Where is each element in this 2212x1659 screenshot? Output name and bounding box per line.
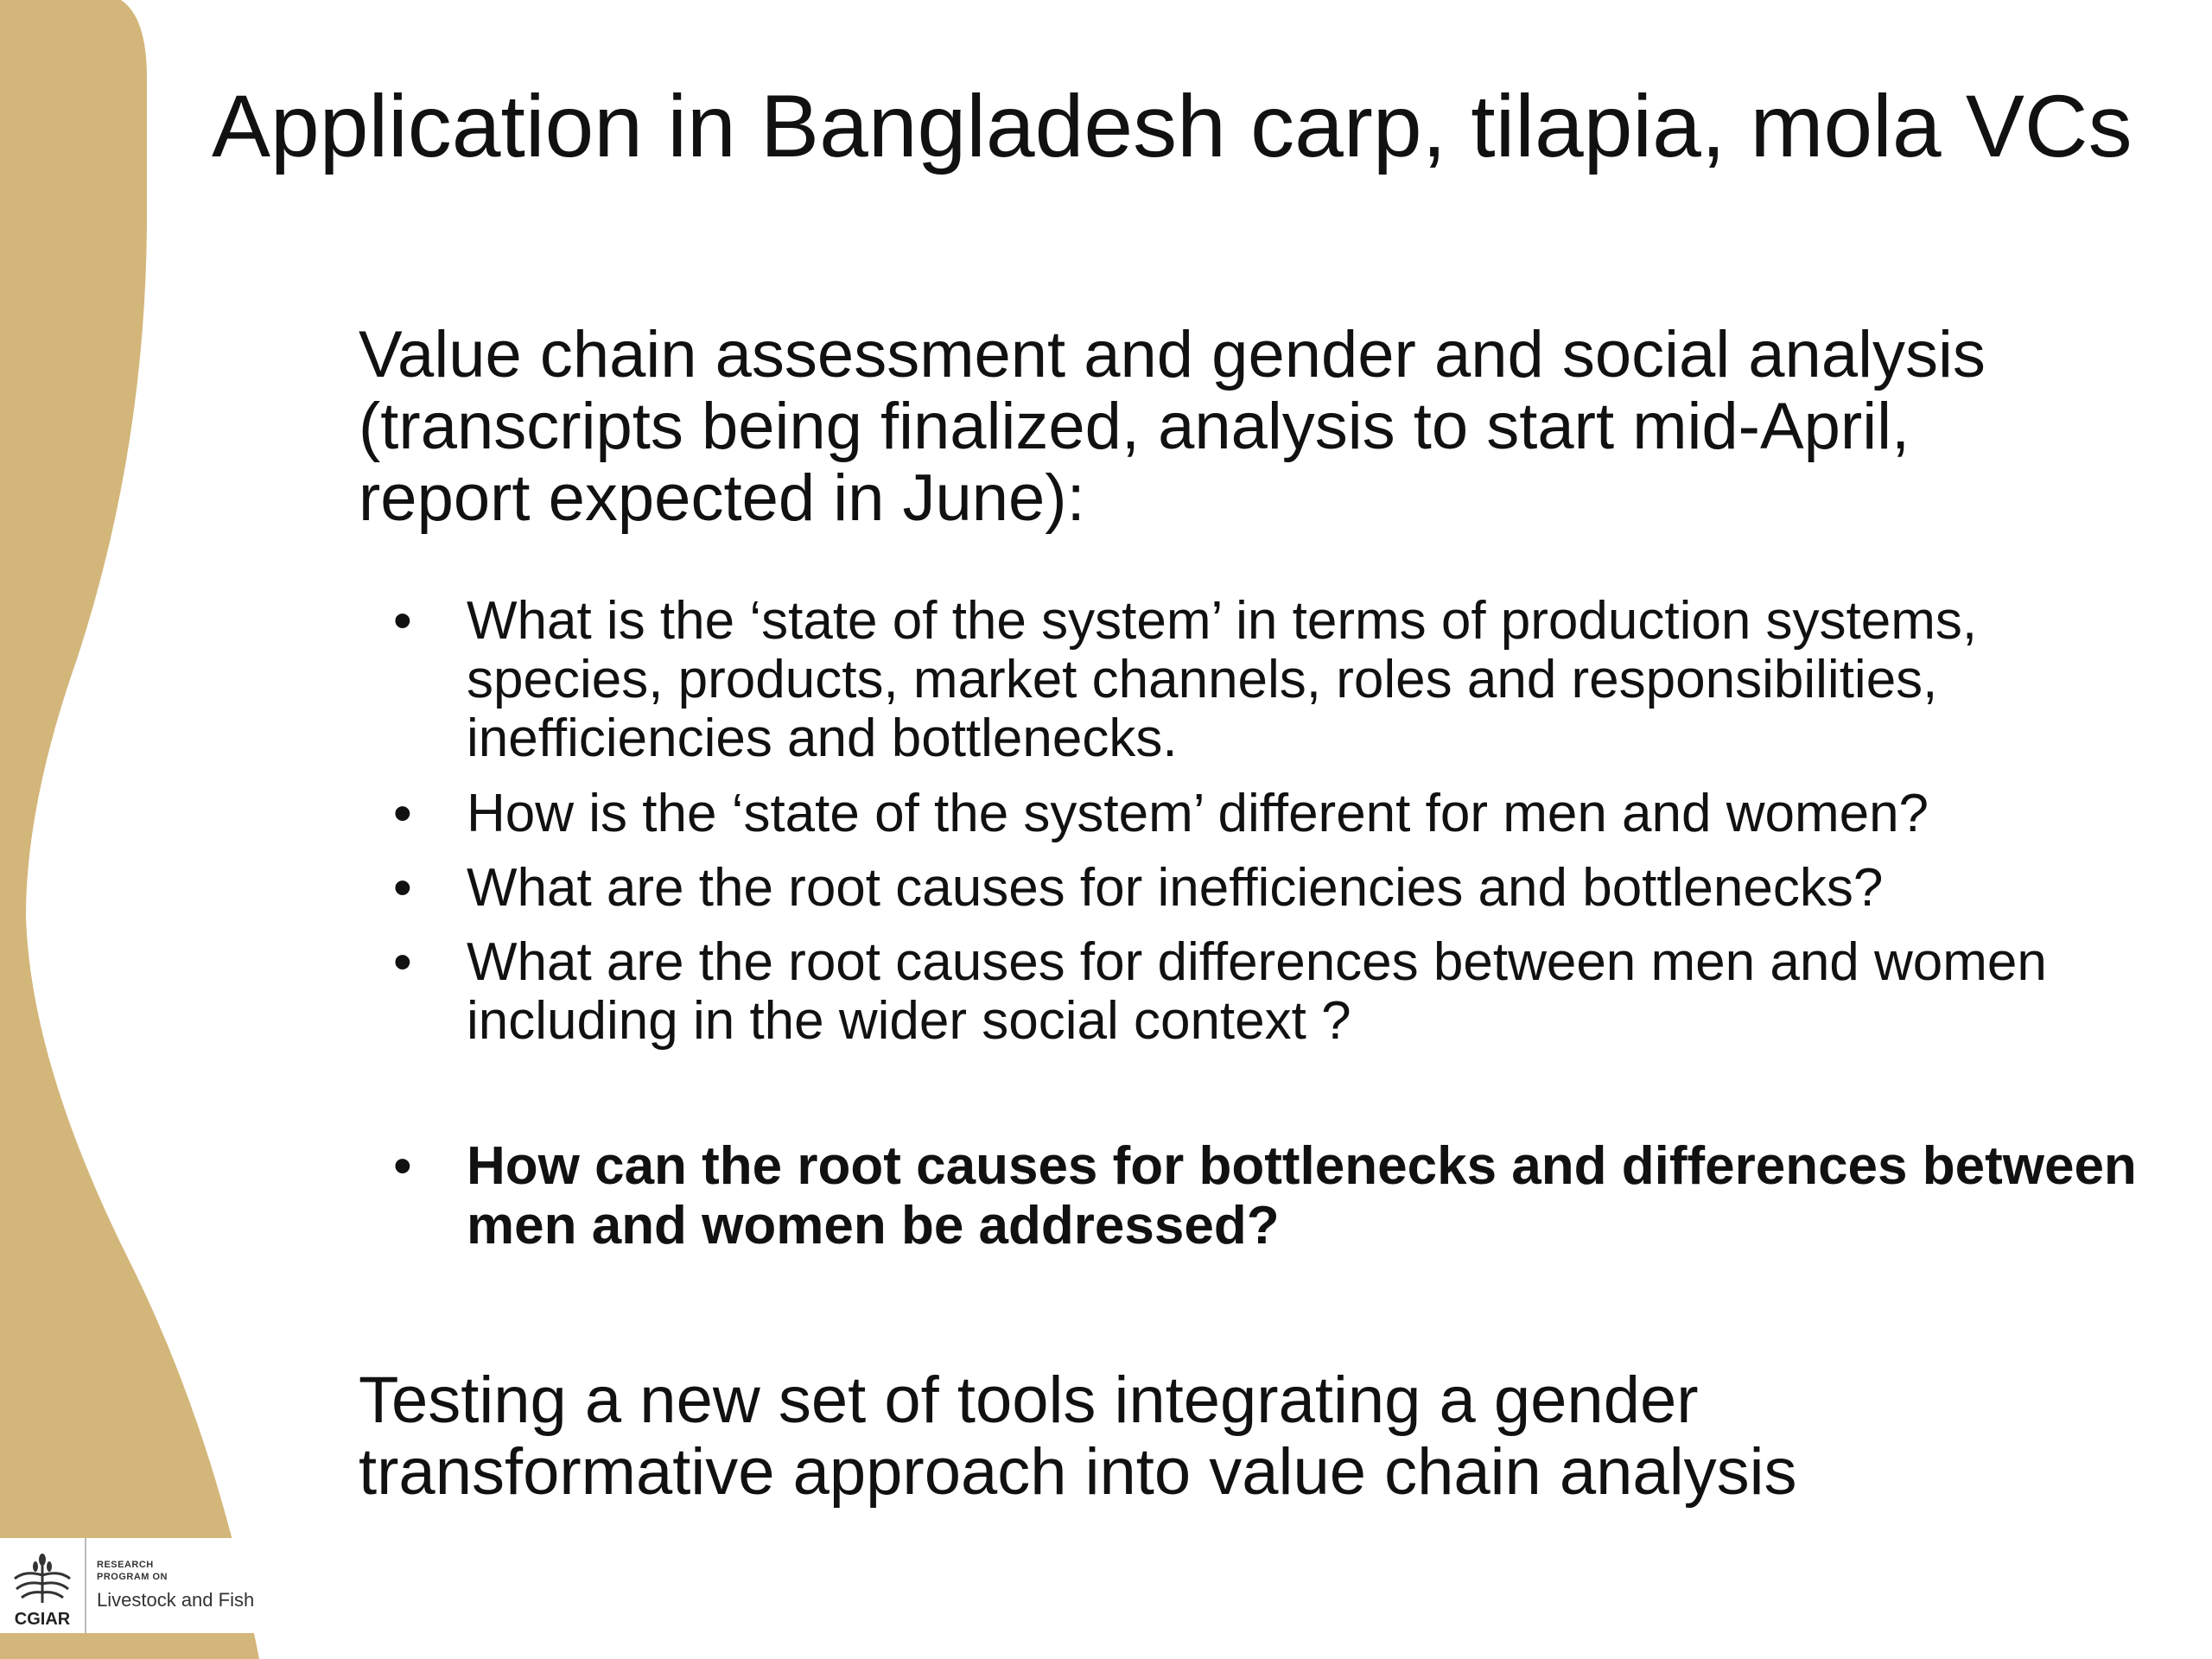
closing-paragraph: Testing a new set of tools integrating a gender transformative approach into value chain analysis <box>359 1363 1797 1509</box>
logo-program-name: Livestock and Fish <box>97 1588 255 1611</box>
slide-title: Application in Bangladesh carp, tilapia, mola VCs <box>212 77 2133 175</box>
list-item-text: What are the root causes for inefficiencies and bottlenecks? <box>467 857 1884 918</box>
list-item-text: What is the ‘state of the system’ in terms of production systems, species, products, market channels, roles and responsibilities, inefficiencies and bottlenecks. <box>467 591 1978 769</box>
list-item-text: What are the root causes for differences between men and women including in the wider social context ? <box>467 931 2047 1052</box>
bullet-icon: • <box>393 931 412 992</box>
list-item <box>393 785 2173 843</box>
list-item <box>393 933 2173 1051</box>
wheat-emblem-icon <box>8 1549 77 1610</box>
bullet-icon: • <box>393 783 412 843</box>
logo-line-2: PROGRAM ON <box>97 1572 168 1582</box>
side-decorative-band <box>0 0 276 1659</box>
list-item <box>393 859 2173 918</box>
question-list <box>393 592 2173 1271</box>
logo-line-1: RESEARCH <box>97 1560 154 1571</box>
bullet-icon: • <box>393 857 412 918</box>
list-item <box>393 592 2173 769</box>
list-item-text: How is the ‘state of the system’ different for men and women? <box>467 783 1929 843</box>
program-logo <box>0 1538 259 1633</box>
logo-mark <box>0 1538 86 1633</box>
list-item-text: How can the root causes for bottlenecks and differences between men and women be addressed? <box>467 1136 2137 1255</box>
logo-org-name: CGIAR <box>14 1610 71 1629</box>
bullet-icon: • <box>393 1136 412 1197</box>
intro-paragraph: Value chain assessment and gender and social analysis (transcripts being finalized, analysis to start mid-April, report expected in June): <box>359 318 1986 535</box>
bullet-icon: • <box>393 591 412 651</box>
logo-text <box>86 1538 254 1633</box>
list-item-emphasized <box>393 1137 2173 1255</box>
